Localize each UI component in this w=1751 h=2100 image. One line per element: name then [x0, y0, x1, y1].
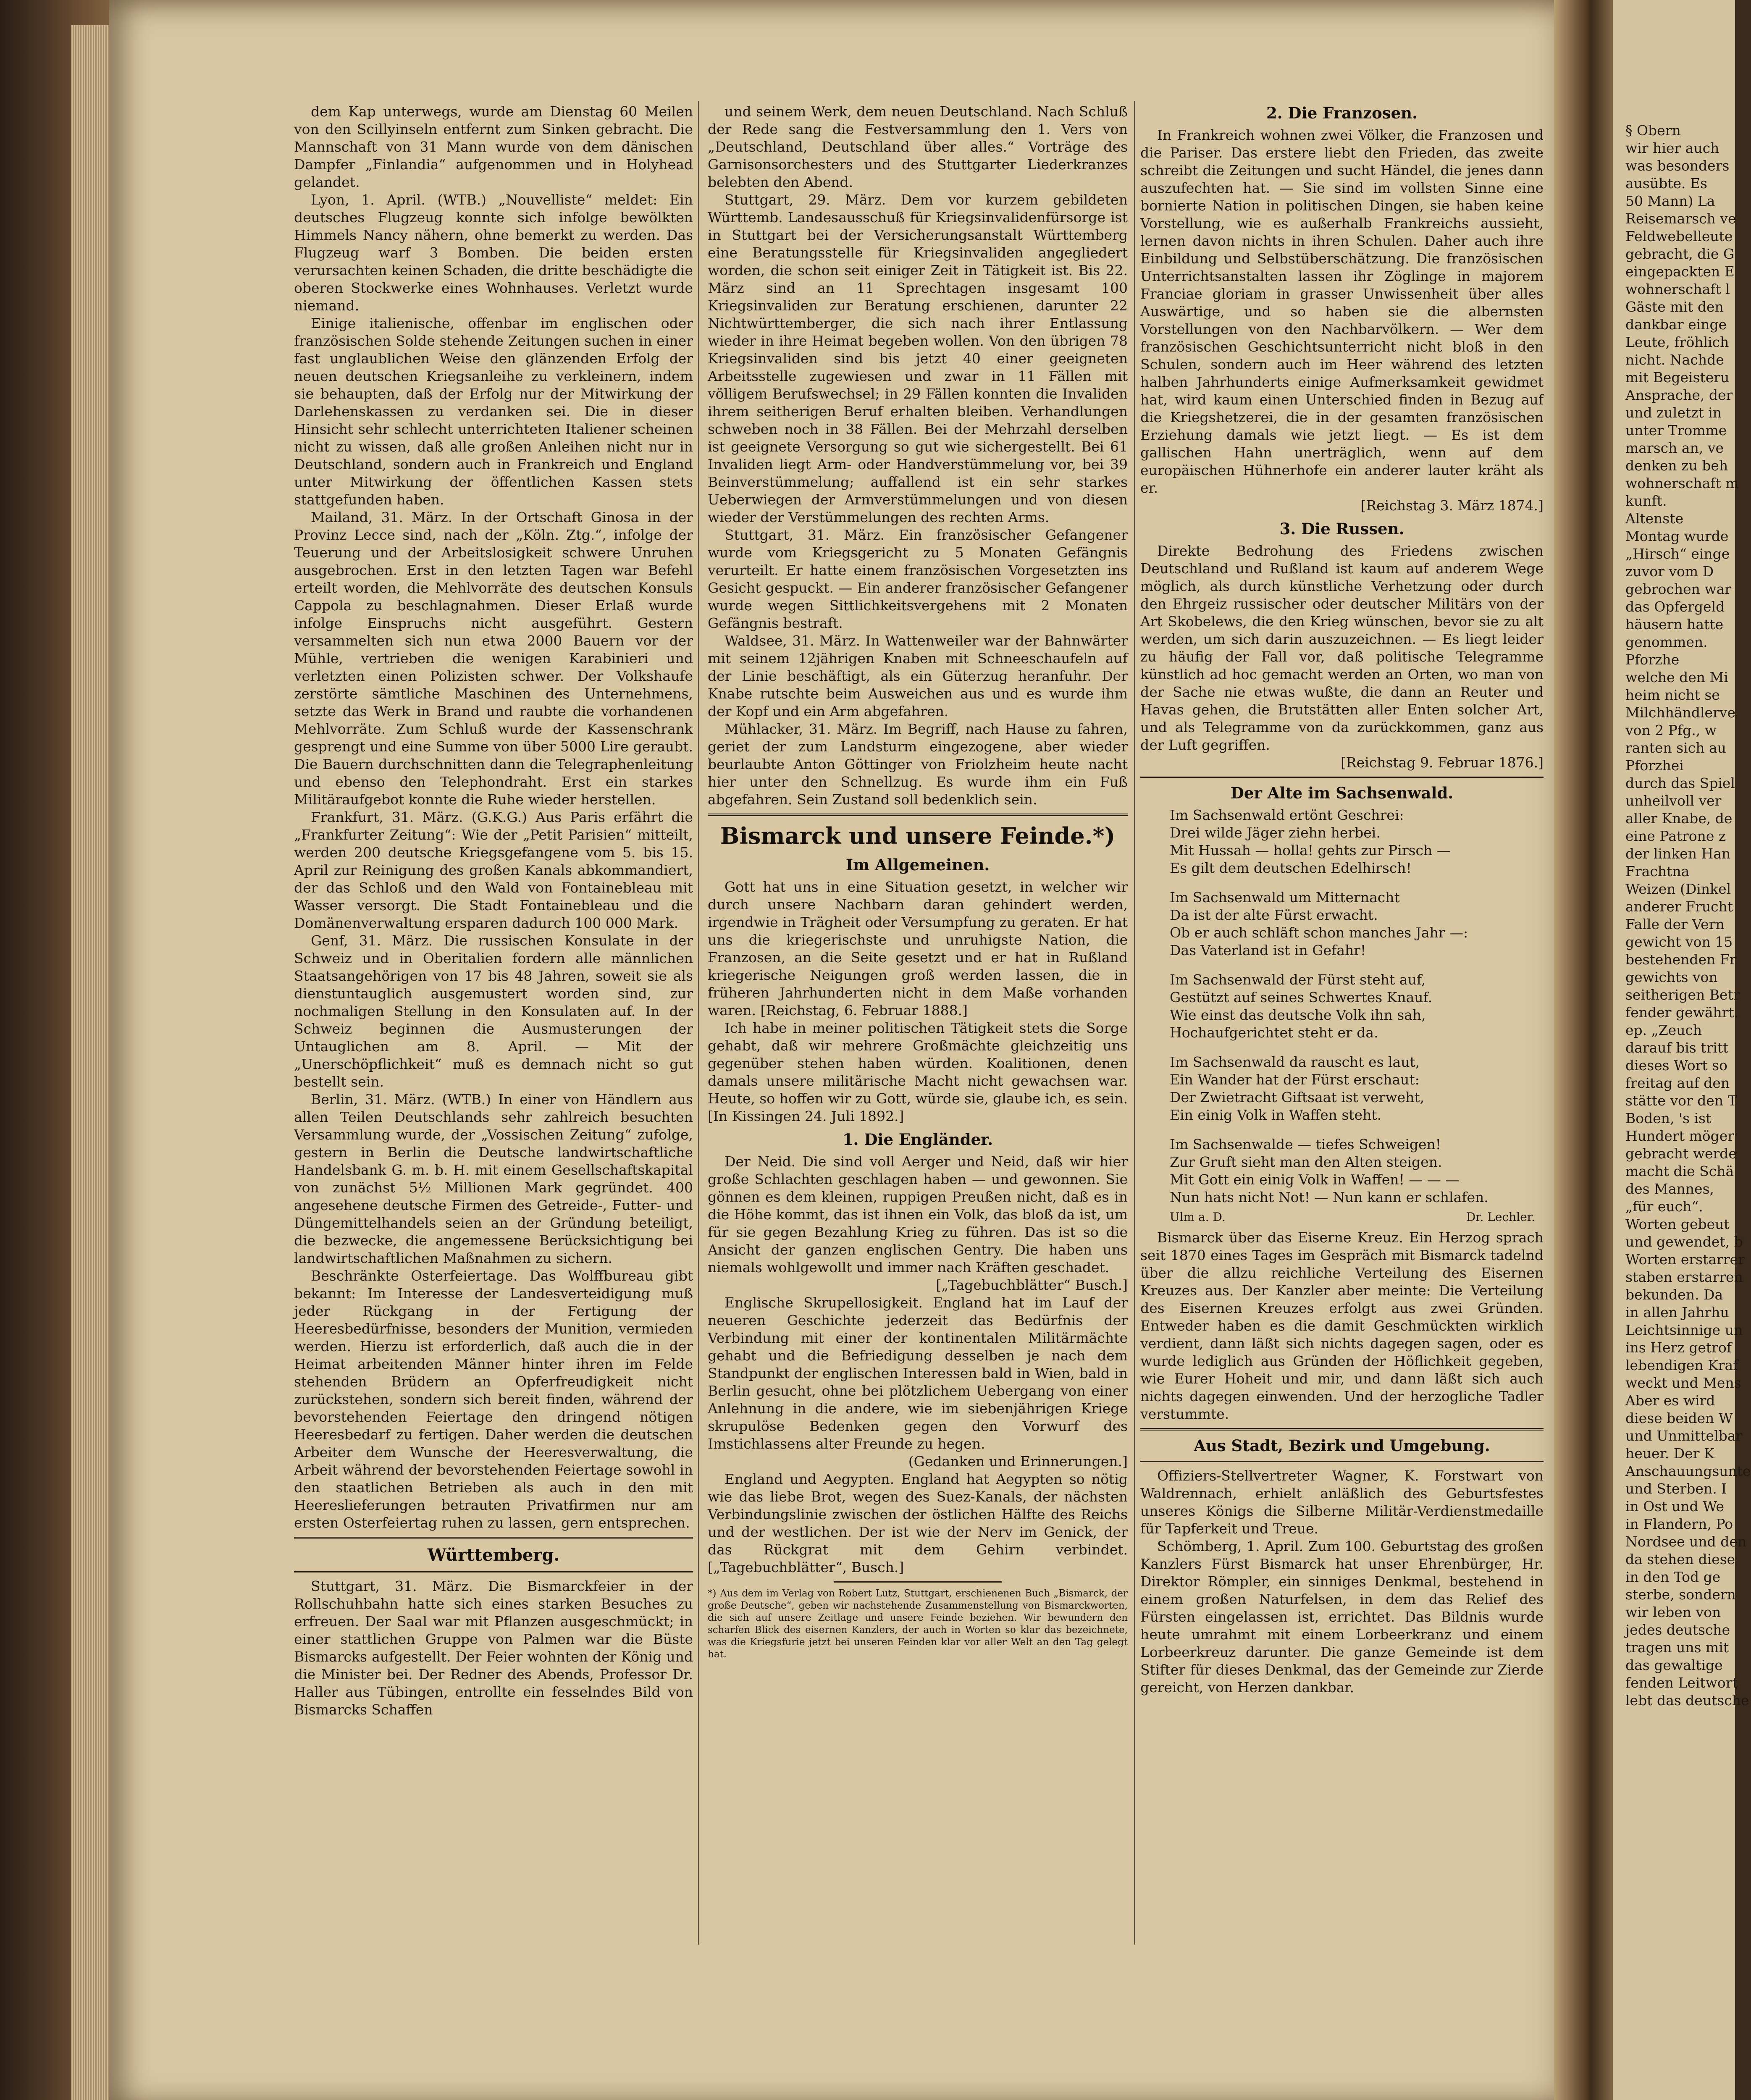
- eisernes-kreuz-text: [1140, 1229, 1544, 1423]
- poem-stanza: Im Sachsenwalde — tiefes Schweigen! Zur Gruft sieht man den Alten steigen. Mit Gott ein einig Volk in Waffen! — — — Nun hats nicht Not! — Nun kann er schlafen.: [1170, 1136, 1488, 1205]
- next-page-line: Gäste mit den: [1625, 299, 1724, 315]
- next-page-line: freitag auf den: [1625, 1075, 1730, 1091]
- next-page-line: in Flandern, Po: [1625, 1516, 1733, 1532]
- article-paragraph: Der Neid. Die sind voll Aerger und Neid, daß wir hier große Schlachten geschlagen haben — und gewonnen. Sie gönnen es dem kleinen, ruppigen Preußen nicht, daß es in die Höhe kommt, das ist ihnen ein Volk, das bloß da ist, um für sie gegen Bezahlung Krieg zu führen. Das ist so die Ansicht der ganzen englischen Gentry. Die haben uns niemals wohlgewollt und immer nach Kräften geschadet.: [708, 1153, 1128, 1276]
- feature-subheading-englaender: 1. Die Engländer.: [842, 1130, 993, 1149]
- article-paragraph: Direkte Bedrohung des Friedens zwischen Deutschland und Rußland ist kaum auf anderem Wege möglich, als durch künstliche Verhetzung oder durch den Ehrgeiz russischer oder deutscher Militärs von der Art Skobelews, die den Krieg wünschen, bevor sie zu alt werden, um sich darin auszuzeichnen. — Es liegt leider zu häufig der Fall vor, daß politische Telegramme künstlich ad hoc gemacht werden an Orten, wo man von der Sache nie etwas wußte, die dann an Reuter und Havas gehen, die Brutstätten aller Enten solcher Art, und als Telegramme von da zurückkommen, ganz aus der Luft gegriffen.: [1140, 543, 1544, 753]
- next-page-line: in Ost und We: [1625, 1498, 1724, 1515]
- article-paragraph: Schömberg, 1. April. Zum 100. Geburtstag des großen Kanzlers Fürst Bismarck hat unser Ehrenbürger, Hr. Direktor Römpler, ein sinniges Denkmal, bestehend in einem großen Naturfelsen, in dem das Relief des Fürsten eingelassen ist, errichtet. Das Bildnis wurde heute umrahmt mit einem Lorbeerkranz und einem Lorbeerkreuz darunter. Die ganze Gemeinde ist dem Stifter für dieses Denkmal, das der Gemeinde zur Zierde gereicht, von Herzen dankbar.: [1140, 1538, 1544, 1696]
- next-page-line: da stehen diese: [1625, 1551, 1735, 1567]
- next-page-line: unter Tromme: [1625, 422, 1727, 438]
- article-paragraph: Genf, 31. März. Die russischen Konsulate in der Schweiz und in Oberitalien fordern alle männlichen Staatsangehörigen von 17 bis 48 Jahren, soweit sie als dienstuntauglich ausgemustert worden sind, zur nochmaligen Stellung in den Konsulaten auf. In der Schweiz beginnen die Ausmusterungen der Untauglichen am 8. April. — Mit der „Unerschöpflichkeit“ muß es demnach nicht so gut bestellt sein.: [294, 932, 693, 1090]
- next-page-line: und gewendet, b: [1625, 1234, 1743, 1250]
- next-page-line: bekunden. Da: [1625, 1286, 1723, 1303]
- next-page-line: wohnerschaft m: [1625, 475, 1739, 491]
- section-rule: [294, 1537, 693, 1539]
- book-gutter: [1554, 0, 1621, 2100]
- next-page-line: Montag wurde: [1625, 528, 1729, 544]
- next-page-line: das gewaltige: [1625, 1657, 1723, 1673]
- next-page-line: heim nicht se: [1625, 687, 1720, 703]
- column-3: [1140, 103, 1544, 1696]
- next-page-line: sterbe, sondern: [1625, 1586, 1736, 1603]
- next-page-line: Pforzhei: [1625, 757, 1684, 774]
- next-page-line: lebendigen Kraf: [1625, 1357, 1738, 1373]
- feature-intro: [708, 878, 1128, 1125]
- section-heading-franzosen: 2. Die Franzosen.: [1266, 104, 1418, 122]
- next-page-line: Frachtna: [1625, 863, 1690, 879]
- next-page-line: Ansprache, der: [1625, 387, 1733, 403]
- next-page-line: ep. „Zeuch: [1625, 1022, 1702, 1038]
- next-page-line: in den Tod ge: [1625, 1569, 1721, 1585]
- next-page-line: Aber es wird: [1625, 1392, 1715, 1409]
- next-page-line: jedes deutsche: [1625, 1622, 1730, 1638]
- section-rule: [708, 814, 1128, 816]
- next-page-line: diese beiden W: [1625, 1410, 1733, 1426]
- next-page-line: fender gewährt.: [1625, 1004, 1739, 1021]
- next-page-line: darauf bis tritt: [1625, 1040, 1729, 1056]
- poem: [1140, 806, 1544, 1206]
- next-page-line: eine Patrone z: [1625, 828, 1726, 844]
- next-page-line: § Obern: [1625, 122, 1681, 139]
- next-page-line: und Sterben. I: [1625, 1480, 1727, 1497]
- next-page-line: staben erstarren: [1625, 1269, 1743, 1285]
- article-paragraph: Offiziers-Stellvertreter Wagner, K. Forstwart von Waldrennach, erhielt anläßlich des Geburtsfestes unseres Königs die Silberne Militär-Verdienstmedaille für Tapferkeit und Treue.: [1140, 1467, 1544, 1537]
- column-1-articles: [294, 103, 693, 1532]
- next-page-line: genommen.: [1625, 634, 1708, 650]
- next-page-line: anderer Frucht: [1625, 898, 1733, 915]
- next-page-line: ranten sich au: [1625, 740, 1726, 756]
- next-page-line: Worten erstarrer: [1625, 1251, 1745, 1268]
- next-page-line: ins Herz getrof: [1625, 1339, 1732, 1356]
- section-rule: [1140, 777, 1544, 778]
- next-page-line: „für euch“.: [1625, 1198, 1703, 1215]
- article-paragraph: Mühlacker, 31. März. Im Begriff, nach Hause zu fahren, geriet der zum Landsturm eingezogene, aber wieder beurlaubte Anton Göttinger von Friolzheim heute nacht hier unter den Schnellzug. Es wurde ihm ein Fuß abgefahren. Sein Zustand soll bedenklich sein.: [708, 721, 1128, 808]
- next-page-line: stätte vor den T: [1625, 1092, 1737, 1109]
- next-page-line: wir hier auch: [1625, 140, 1719, 156]
- poem-signature: [1170, 1210, 1535, 1225]
- poem-place: Ulm a. D.: [1170, 1210, 1226, 1224]
- article-paragraph: Mailand, 31. März. In der Ortschaft Ginosa in der Provinz Lecce sind, nach der „Köln. Ztg.“, infolge der Teuerung und der Arbeitslosigkeit schwere Unruhen ausgebrochen. Erst in den letzten Tagen war Befehl erteilt worden, die Mehlvorräte des deutschen Konsuls Cappola zu beschlagnahmen. Dieser Erlaß wurde infolge Einspruchs nicht ausgeführt. Gestern versammelten sich nun etwa 2000 Bauern vor der Mühle, vertrieben die wenigen Karabinieri und verletzten einen Polizisten schwer. Der Volkshaufe zerstörte sämtliche Maschinen des Unternehmens, setzte das Werk in Brand und raubte die vorhandenen Mehlvorräte. Zum Schluß wurde der Kassenschrank gesprengt und eine Summe von über 5000 Lire geraubt. Die Bauern durchschnitten dann die Telegraphenleitung und ebenso den Telephondraht. Erst ein starkes Militäraufgebot konnte die Ruhe wieder herstellen.: [294, 509, 693, 808]
- lokales-text: [1140, 1467, 1544, 1696]
- next-page-line: Boden, 's ist: [1625, 1110, 1712, 1126]
- next-page-line: kunft.: [1625, 493, 1667, 509]
- next-page-edge: [1613, 0, 1751, 2100]
- article-paragraph: Ich habe in meiner politischen Tätigkeit stets die Sorge gehabt, daß wir mehrere Großmächte gleichzeitig uns gegenüber stehen haben würden. Koalitionen, denen damals unsere militärische Macht nicht gewachsen war. Heute, so hoffen wir zu Gott, würde sie, glaube ich, es sein. [In Kissingen 24. Juli 1892.]: [708, 1020, 1128, 1124]
- feature-englaender-aegypten: [708, 1470, 1128, 1576]
- next-page-line: nicht. Nachde: [1625, 352, 1724, 368]
- next-page-line: fenden Leitwort: [1625, 1675, 1738, 1691]
- next-page-line: lebt das deutsche: [1625, 1692, 1749, 1709]
- article-paragraph: Bismarck über das Eiserne Kreuz. Ein Herzog sprach seit 1870 eines Tages im Gespräch mit Bismarck tadelnd über die allzu reichliche Verteilung des Eisernen Kreuzes aus. Der Kanzler aber meinte: Die Verteilung des Eisernen Kreuzes erfolgt aus zwei Gründen. Entweder haben es die damit Geschmückten wirklich verdient, dann läßt sich nichts dagegen sagen, oder es wurde lediglich aus Gründen der Höflichkeit gegeben, wie Eurer Hoheit und mir, und dann läßt sich auch nichts dagegen einwenden. Und der herzogliche Tadler verstummte.: [1140, 1229, 1544, 1422]
- next-page-line: von 2 Pfg., w: [1625, 722, 1717, 738]
- next-page-line: heuer. Der K: [1625, 1445, 1714, 1462]
- next-page-line: seitherigen Betr: [1625, 987, 1740, 1003]
- next-page-line: gebracht, die G: [1625, 246, 1735, 262]
- next-page-line: durch das Spiel: [1625, 775, 1735, 791]
- section-heading-russen: 3. Die Russen.: [1279, 520, 1404, 538]
- next-page-line: in allen Jahrhu: [1625, 1304, 1729, 1320]
- poem-stanza: Im Sachsenwald um Mitternacht Da ist der alte Fürst erwacht. Ob er auch schläft schon manches Jahr —: Das Vaterland ist in Gefahr!: [1170, 889, 1468, 958]
- next-page-line: wir leben von: [1625, 1604, 1721, 1620]
- next-page-line: tragen uns mit: [1625, 1639, 1729, 1656]
- article-paragraph: und seinem Werk, dem neuen Deutschland. Nach Schluß der Rede sang die Festversammlung den 1. Vers von „Deutschland, Deutschland über alles.“ Vorträge des Garnisonsorchesters und des Stuttgarter Liederkranzes belebten den Abend.: [708, 103, 1128, 190]
- next-page-line: gebrochen war: [1625, 581, 1732, 597]
- source-citation: [Reichstag 3. März 1874.]: [1360, 497, 1544, 514]
- next-page-line: Weizen (Dinkel: [1625, 881, 1731, 897]
- next-page-line: wohnerschaft l: [1625, 281, 1730, 297]
- next-page-line: Worten gebeut: [1625, 1216, 1730, 1232]
- next-page-line: gewichts von: [1625, 969, 1718, 985]
- column-rule: [698, 101, 699, 1945]
- next-page-line: macht die Schä: [1625, 1163, 1734, 1179]
- article-paragraph: Englische Skrupellosigkeit. England hat im Lauf der neueren Geschichte jederzeit das Bedürfnis der Verbindung mit einer der kontinentalen Militärmächte gehabt und die Befriedigung desselben je nach dem Standpunkt der englischen Interessen bald in Wien, bald in Berlin gesucht, ohne bei plötzlichem Uebergang von einer Anlehnung in die andere, wie im siebenjährigen Kriege skrupulöse Bedenken gegen den Vorwurf des Imstichlassens alter Freunde zu hegen.: [708, 1294, 1128, 1452]
- next-page-text: [1625, 122, 1751, 1709]
- article-paragraph: Einige italienische, offenbar im englischen oder französischen Solde stehende Zeitungen suchen in einer fast unglaublichen Weise den glänzenden Erfolg der neuen deutschen Kriegsanleihe zu verkleinern, indem sie behaupten, daß der Erfolg nur der Mitwirkung der Darlehenskassen zu verdanken sei. Die in dieser Hinsicht sehr schlecht unterrichteten Italiener scheinen nicht zu wissen, daß alle großen Anleihen nicht nur in Deutschland, sondern auch in Frankreich und England unter Mitwirkung der öffentlichen Kassen stets stattgefunden haben.: [294, 315, 693, 508]
- article-paragraph: Lyon, 1. April. (WTB.) „Nouvelliste“ meldet: Ein deutsches Flugzeug konnte sich infolge bewölkten Himmels Nancy nähern, ohne bemerkt zu werden. Das Flugzeug warf 3 Bomben. Die beiden ersten verursachten keinen Schaden, die dritte beschädigte die oberen Stockwerke eines Wohnhauses. Verletzt wurde niemand.: [294, 192, 693, 314]
- feature-englaender-skrupel: [708, 1294, 1128, 1453]
- next-page-line: Reisemarsch ve: [1625, 210, 1736, 227]
- footnote-rule: [834, 1581, 1002, 1583]
- section-rule: [1140, 1461, 1544, 1462]
- article-paragraph: Frankfurt, 31. März. (G.K.G.) Aus Paris erfährt die „Frankfurter Zeitung“: Wie der „Petit Parisien“ mitteilt, werden 200 deutsche Kriegsgefangene vom 5. bis 15. April zur Reinigung des großen Kanals abkommandiert, der das Schloß und den Wald von Fontainebleau mit Wasser versorgt. Die Stadt Fontainebleau und die Domänenverwaltung ersparen dadurch 100 000 Mark.: [294, 809, 693, 931]
- source-citation: (Gedanken und Erinnerungen.]: [908, 1453, 1128, 1470]
- next-page-line: Altenste: [1625, 510, 1684, 527]
- section-rule: [1140, 1428, 1544, 1431]
- column-2-articles: [708, 103, 1128, 808]
- next-page-line: Feldwebelleute: [1625, 228, 1733, 244]
- article-paragraph: Stuttgart, 31. März. Ein französischer Gefangener wurde vom Kriegsgericht zu 5 Monaten Gefängnis verurteilt. Er hatte einem französischen Vorgesetzten ins Gesicht gespuckt. — Ein anderer französischer Gefangener wurde wegen Sittlichkeitsvergehens mit 2 Monaten Gefängnis bestraft.: [708, 527, 1128, 631]
- feature-heading: Bismarck und unsere Feinde.*): [720, 822, 1116, 849]
- next-page-line: und zuletzt in: [1625, 404, 1722, 421]
- next-page-line: Milchhändlerve: [1625, 704, 1735, 721]
- feature-englaender-neid: [708, 1153, 1128, 1276]
- article-paragraph: England und Aegypten. England hat Aegypten so nötig wie das liebe Brot, wegen des Suez-Kanals, der nächsten Verbindungslinie zwischen der östlichen Hälfte des Reichs und der westlichen. Der ist wie der Nerv im Genick, der das Rückgrat mit dem Gehirn verbindet. [„Tagebuchblätter“, Busch.]: [708, 1471, 1128, 1575]
- feature-subheading: Im Allgemeinen.: [845, 856, 990, 874]
- poem-stanza: Im Sachsenwald ertönt Geschrei: Drei wilde Jäger ziehn herbei. Mit Hussah — holla! gehts zur Pirsch — Es gilt dem deutschen Edelhirsch!: [1170, 807, 1451, 876]
- next-page-line: Leute, fröhlich: [1625, 334, 1729, 350]
- next-page-line: „Hirsch“ einge: [1625, 546, 1730, 562]
- source-citation: [„Tagebuchblätter“ Busch.]: [936, 1277, 1128, 1293]
- next-page-line: Hundert möger: [1625, 1128, 1735, 1144]
- column-rule: [1134, 101, 1135, 1945]
- poem-title: Der Alte im Sachsenwald.: [1230, 784, 1454, 802]
- next-page-line: 50 Mann) La: [1625, 193, 1715, 209]
- next-page-line: gewicht von 15: [1625, 934, 1733, 950]
- poem-stanza: Im Sachsenwald der Fürst steht auf, Gestützt auf seines Schwertes Knauf. Wie einst das deutsche Volk ihn sah, Hochaufgerichtet steht er da.: [1170, 971, 1433, 1041]
- russen-text: [1140, 542, 1544, 754]
- next-page-line: aller Knabe, de: [1625, 810, 1733, 827]
- next-page-line: Nordsee und den: [1625, 1533, 1747, 1550]
- poem-stanza: Im Sachsenwald da rauscht es laut, Ein Wander hat der Fürst erschaut: Der Zwietracht Giftsaat ist verweht, Ein einig Volk in Waffen steht.: [1170, 1054, 1425, 1123]
- next-page-line: Falle der Vern: [1625, 916, 1725, 932]
- column-2: [708, 103, 1128, 1661]
- next-page-line: ausübte. Es: [1625, 175, 1708, 192]
- article-paragraph: Beschränkte Osterfeiertage. Das Wolffbureau gibt bekannt: Im Interesse der Landesverteidigung muß jeder Rückgang in der Fertigung der Heeresbedürfnisse, besonders der Munition, vermieden werden. Hierzu ist erforderlich, daß auch die in der Heimat arbeitenden Männer hinter ihren im Felde stehenden Brüdern an Opferfreudigkeit nicht zurückstehen, sondern sich bereit finden, während der bevorstehenden Feiertage den dringend nötigen Heeresbedarf zu fertigen. Daher werden die deutschen Arbeiter dem Wunsche der Heeresverwaltung, die Arbeit während der bevorstehenden Feiertage sowohl in den staatlichen Betrieben als auch in den mit Heereslieferungen betrauten Privatfirmen nur am ersten Osterfeiertag ruhen zu lassen, gern entsprechen.: [294, 1268, 693, 1531]
- section-heading-lokales: Aus Stadt, Bezirk und Umgebung.: [1194, 1436, 1490, 1455]
- footnote: *) Aus dem im Verlag von Robert Lutz, Stuttgart, erschienenen Buch „Bismarck, der große Deutsche“, geben wir nachstehende Zusammenstellung von Bismarckworten, die sich auf unsere Zeitlage und unsere Feinde beziehen. Wir bewundern den scharfen Blick des eisernen Kanzlers, der auch in Worten so klar das bezeichnete, was die Kriegsfurie jetzt bei unseren Feinden klar vor aller Welt an den Tag gelegt hat.: [708, 1588, 1128, 1660]
- next-page-line: mit Begeisteru: [1625, 369, 1730, 386]
- next-page-line: der linken Han: [1625, 845, 1731, 862]
- next-page-line: häusern hatte: [1625, 616, 1724, 633]
- poem-author: Dr. Lechler.: [1466, 1210, 1535, 1224]
- column-1-articles-2: [294, 1578, 693, 1719]
- franzosen-text: [1140, 126, 1544, 497]
- next-page-line: zuvor vom D: [1625, 563, 1714, 580]
- article-paragraph: dem Kap unterwegs, wurde am Dienstag 60 Meilen von den Scillyinseln entfernt zum Sinken gebracht. Die Mannschaft von 31 Mann wurde von dem dänischen Dampfer „Finlandia“ aufgenommen und in Holyhead gelandet.: [294, 103, 693, 190]
- next-page-line: dieses Wort so: [1625, 1057, 1727, 1074]
- next-page-line: denken zu beh: [1625, 457, 1728, 474]
- article-paragraph: In Frankreich wohnen zwei Völker, die Franzosen und die Pariser. Das erstere liebt den Frieden, das zweite schreibt die Zeitungen und sucht Händel, die jenes dann auszufechten hat. — Sie sind im vollsten Sinne eine bornierte Nation in politischen Dingen, sie haben keine Vorstellung, wie es außerhalb Frankreichs aussieht, lernen davon nichts in ihren Schulen. Daher auch ihre Einbildung und Selbstüberschätzung. Die französischen Unterrichtsanstalten lassen ihr Zöglinge in majorem Franciae gloriam in grasser Unwissenheit über alles Auswärtige, und so haben sie die albernsten Vorstellungen von den Nachbarvölkern. — Wer dem französischen Geschichtsunterricht nicht bloß in den Schulen, sondern auch im Heer während des letzten halben Jahrhunderts einige Aufmerksamkeit gewidmet hat, wird kaum einen Unterschied finden in Bezug auf die Kriegshetzerei, die in der gesamten französischen Erziehung damals wie jetzt liegt. — Es ist dem gallischen Hahn unerträglich, wenn auf dem europäischen Hühnerhofe ein anderer lauter kräht als er.: [1140, 127, 1544, 496]
- next-page-line: bestehenden Fr: [1625, 951, 1736, 968]
- next-page-line: welche den Mi: [1625, 669, 1728, 685]
- next-page-line: Leichtsinnige un: [1625, 1322, 1743, 1338]
- article-paragraph: Gott hat uns in eine Situation gesetzt, in welcher wir durch unsere Nachbarn daran gehindert werden, irgendwie in Trägheit oder Versumpfung zu geraten. Er hat uns die kriegerischste und unruhigste Nation, die Franzosen, an die Seite gesetzt und er hat in Rußland kriegerische Neigungen groß werden lassen, die in früheren Jahrhunderten nicht in dem Maße vorhanden waren. [Reichstag, 6. Februar 1888.]: [708, 879, 1128, 1018]
- column-1: [294, 103, 693, 1719]
- next-page-line: des Mannes,: [1625, 1181, 1714, 1197]
- article-paragraph: Stuttgart, 31. März. Die Bismarckfeier in der Rollschuhbahn hatte sich eines starken Besuches zu erfreuen. Der Saal war mit Pflanzen ausgeschmückt; in einer stattlichen Gruppe von Palmen war die Büste Bismarcks aufgestellt. Der Feier wohnten der König und die Minister bei. Der Redner des Abends, Professor Dr. Haller aus Tübingen, entrollte ein fesselndes Bild von Bismarcks Schaffen: [294, 1578, 693, 1718]
- next-page-line: dankbar einge: [1625, 316, 1727, 333]
- next-page-line: weckt und Mens: [1625, 1375, 1741, 1391]
- next-page-line: Pforzhe: [1625, 651, 1680, 668]
- source-citation: [Reichstag 9. Februar 1876.]: [1340, 754, 1544, 771]
- next-page-line: marsch an, ve: [1625, 440, 1724, 456]
- next-page-line: Anschauungsunte: [1625, 1463, 1751, 1479]
- next-page-line: das Opfergeld: [1625, 598, 1725, 615]
- next-page-line: unheilvoll ver: [1625, 793, 1722, 809]
- next-page-line: gebracht werde: [1625, 1145, 1737, 1162]
- article-paragraph: Waldsee, 31. März. In Wattenweiler war der Bahnwärter mit seinem 12jährigen Knaben mit Schneeschaufeln auf der Linie beschäftigt, als ein Güterzug heranfuhr. Der Knabe rutschte beim Ausweichen aus und es wurde ihm der Kopf und ein Arm abgefahren.: [708, 633, 1128, 719]
- section-heading-wuerttemberg: Württemberg.: [427, 1545, 560, 1565]
- next-page-line: was besonders: [1625, 158, 1730, 174]
- next-page-line: eingepackten E: [1625, 263, 1735, 280]
- article-paragraph: Berlin, 31. März. (WTB.) In einer von Händlern aus allen Teilen Deutschlands sehr zahlreich besuchten Versammlung wurde, der „Vossischen Zeitung“ zufolge, gestern in Berlin die Deutsche landwirtschaftliche Handelsbank G. m. b. H. mit einem Gesellschaftskapital von zunächst 5½ Millionen Mark gegründet. 400 angesehene deutsche Firmen des Getreide-, Futter- und Düngemittelhandels seien an der Gründung beteiligt, die bezwecke, die angemessene Berücksichtigung bei landwirtschaftlichen Maßnahmen zu sichern.: [294, 1091, 693, 1266]
- next-page-line: und Unmittelbar: [1625, 1428, 1743, 1444]
- section-rule: [294, 1571, 693, 1572]
- article-paragraph: Stuttgart, 29. März. Dem vor kurzem gebildeten Württemb. Landesausschuß für Kriegsinvalidenfürsorge ist in Stuttgart bei der Versicherungsanstalt Württemberg eine Beratungsstelle für Kriegsinvaliden angegliedert worden, die schon seit einiger Zeit in Tätigkeit ist. Bis 22. März sind an 11 Sprechtagen insgesamt 100 Kriegsinvaliden zur Beratung erschienen, darunter 22 Nichtwürttemberger, die sich nach ihrer Entlassung wieder in ihre Heimat begeben wollen. Von den übrigen 78 Kriegsinvaliden sind bis jetzt 40 einer geeigneten Arbeitsstelle zugewiesen und zwar in 11 Fällen mit völligem Berufswechsel; in 29 Fällen konnten die Invaliden ihrem seitherigen Beruf erhalten bleiben. Verhandlungen schweben noch in 38 Fällen. Bei der Mehrzahl derselben ist geeignete Versorgung so gut wie sichergestellt. Bei 61 Invaliden liegt Arm- oder Handverstümmelung vor, bei 39 Beinverstümmelung; auffallend ist ein sehr starkes Ueberwiegen der Armverstümmelungen und von diesen wieder der Verstümmelungen des rechten Arms.: [708, 192, 1128, 525]
